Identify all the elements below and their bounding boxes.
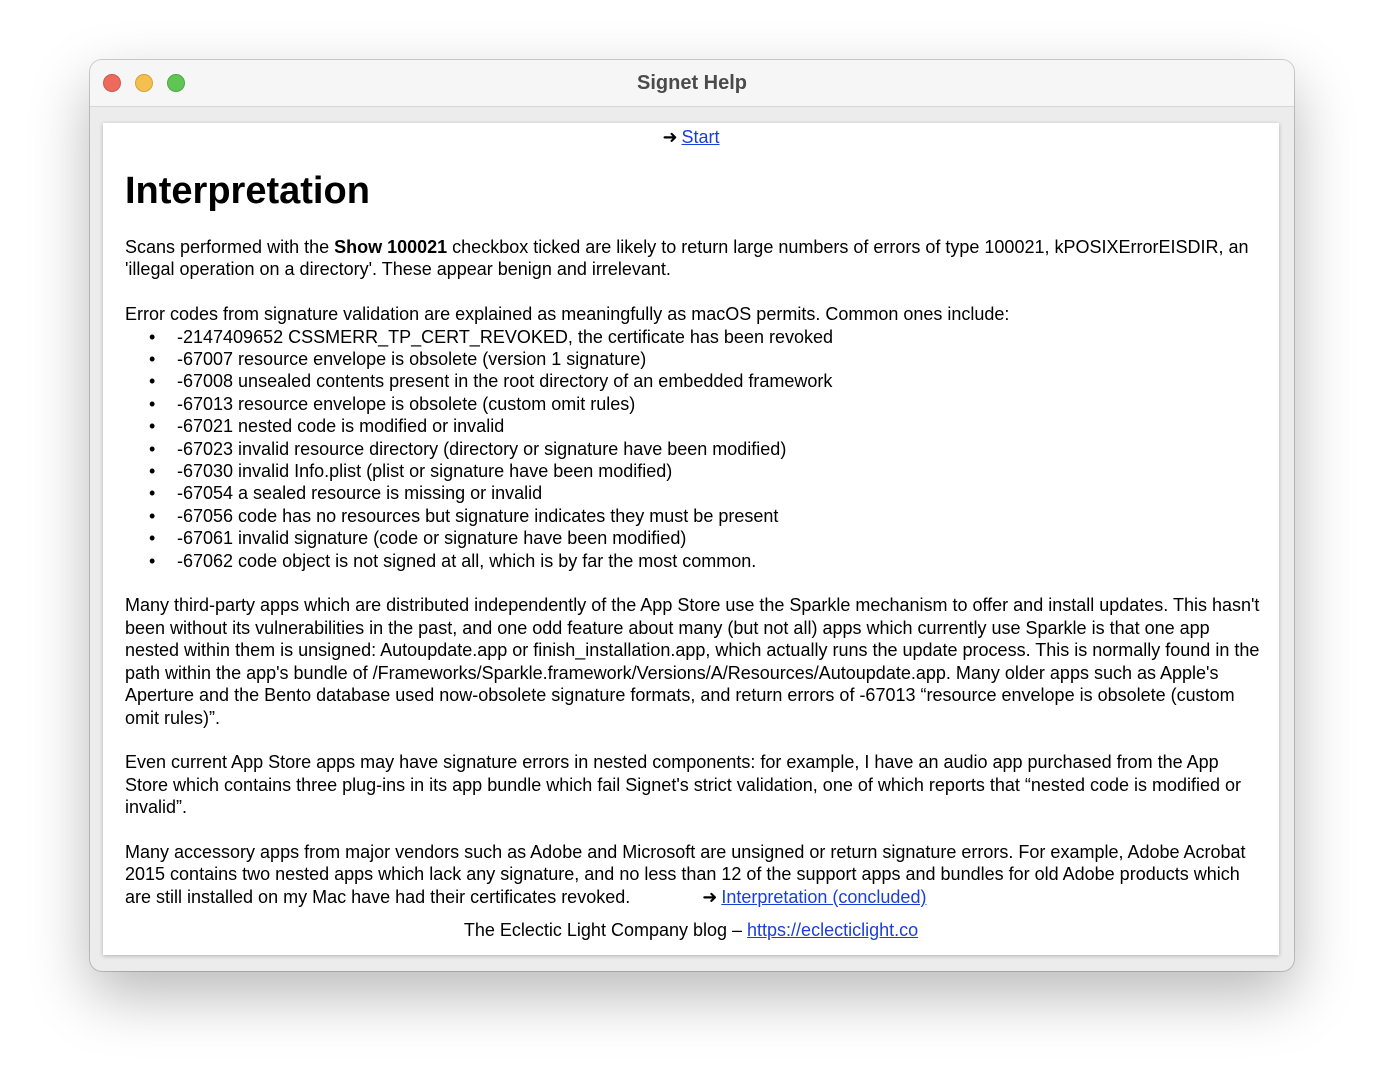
paragraph-sparkle: Many third-party apps which are distributed independently of the App Store use the Sparkle mechanism to offer and install updates. This hasn't been without its vulnerabilities in the past, and one odd feature about many (but not all) apps which currently use Sparkle is that one app nested within them is unsigned: Autoupdate.app or finish_installation.app, which actually runs the update process. This is normally found in the path within the app's bundle of /Frameworks/Sparkle.framework/Versions/A/Resources/Autoupdate.app. Many older apps such as Apple's Aperture and the Bento database used now-obsolete signature formats, and return errors of -67013 “resource envelope is obsolete (custom omit rules)”. — [125, 595, 1260, 728]
next-page-nav — [702, 887, 926, 907]
bullet: • — [149, 416, 156, 437]
next-page-link[interactable]: Interpretation (concluded) — [721, 886, 927, 907]
show-100021-label: Show 100021 — [334, 237, 448, 257]
bullet: • — [149, 483, 156, 504]
list-item: • -67023 invalid resource directory (directory or signature have been modified) — [149, 438, 787, 459]
minimize-button[interactable] — [135, 74, 153, 92]
article-body — [125, 236, 1265, 931]
close-button[interactable] — [103, 74, 121, 92]
footer — [103, 919, 1279, 941]
list-item: • -67021 nested code is modified or invalid — [149, 416, 505, 437]
bullet: • — [149, 438, 156, 459]
window-title: Signet Help — [636, 72, 747, 94]
bullet: • — [149, 371, 156, 392]
list-item: • -67056 code has no resources but signature indicates they must be present — [149, 505, 779, 526]
footer-text: The Eclectic Light Company blog – — [463, 920, 748, 940]
paragraph-error-codes-intro: Error codes from signature validation are explained as meaningfully as macOS permits. Common ones include: — [125, 304, 1010, 325]
page-title: Interpretation — [125, 170, 370, 212]
list-item: • -67007 resource envelope is obsolete (version 1 signature) — [149, 349, 647, 370]
list-item: • -67030 invalid Info.plist (plist or signature have been modified) — [149, 461, 673, 482]
bullet: • — [149, 326, 156, 347]
paragraph-show-100021: Scans performed with the Show 100021 checkbox ticked are likely to return large numbers of errors of type 100021, kPOSIXErrorEISDIR, an 'illegal operation on a directory'. These appear benign and irrelevant. — [125, 237, 1249, 280]
list-item: • -67013 resource envelope is obsolete (custom omit rules) — [149, 393, 636, 414]
bullet: • — [149, 505, 156, 526]
list-item: • -2147409652 CSSMERR_TP_CERT_REVOKED, the certificate has been revoked — [149, 326, 833, 347]
blog-link[interactable]: https://eclecticlight.co — [747, 920, 919, 940]
bullet: • — [149, 550, 156, 571]
right-arrow-icon: ➜ — [702, 886, 718, 907]
list-item: • -67061 invalid signature (code or signature have been modified) — [149, 528, 687, 549]
list-item: • -67062 code object is not signed at all, which is by far the most common. — [149, 550, 757, 571]
bullet: • — [149, 393, 156, 414]
title-bar[interactable] — [90, 60, 1294, 107]
list-item: • -67008 unsealed contents present in the root directory of an embedded framework — [149, 371, 833, 392]
paragraph-vendors: Many accessory apps from major vendors such as Adobe and Microsoft are unsigned or return signature errors. For example, Adobe Acrobat 2015 contains two nested apps which lack any signature, and no less than 12 of the support apps and bundles for old Adobe products which are still installed on my Mac have had their certificates revoked. ➜ Interpretation (concluded) — [125, 841, 1246, 907]
bullet: • — [149, 461, 156, 482]
help-window — [90, 60, 1294, 971]
bullet: • — [149, 349, 156, 370]
zoom-button[interactable] — [167, 74, 185, 92]
top-nav — [103, 126, 1279, 148]
start-link[interactable]: Start — [681, 127, 720, 147]
list-item: • -67054 a sealed resource is missing or invalid — [149, 483, 543, 504]
error-code-list — [125, 326, 1265, 572]
right-arrow-icon: ➜ — [662, 127, 678, 147]
bullet: • — [149, 528, 156, 549]
help-content — [103, 123, 1279, 955]
paragraph-app-store: Even current App Store apps may have signature errors in nested components: for example, I have an audio app purchased from the App Store which contains three plug-ins in its app bundle which fail Signet's strict validation, one of which reports that “nested code is modified or invalid”. — [125, 752, 1242, 818]
